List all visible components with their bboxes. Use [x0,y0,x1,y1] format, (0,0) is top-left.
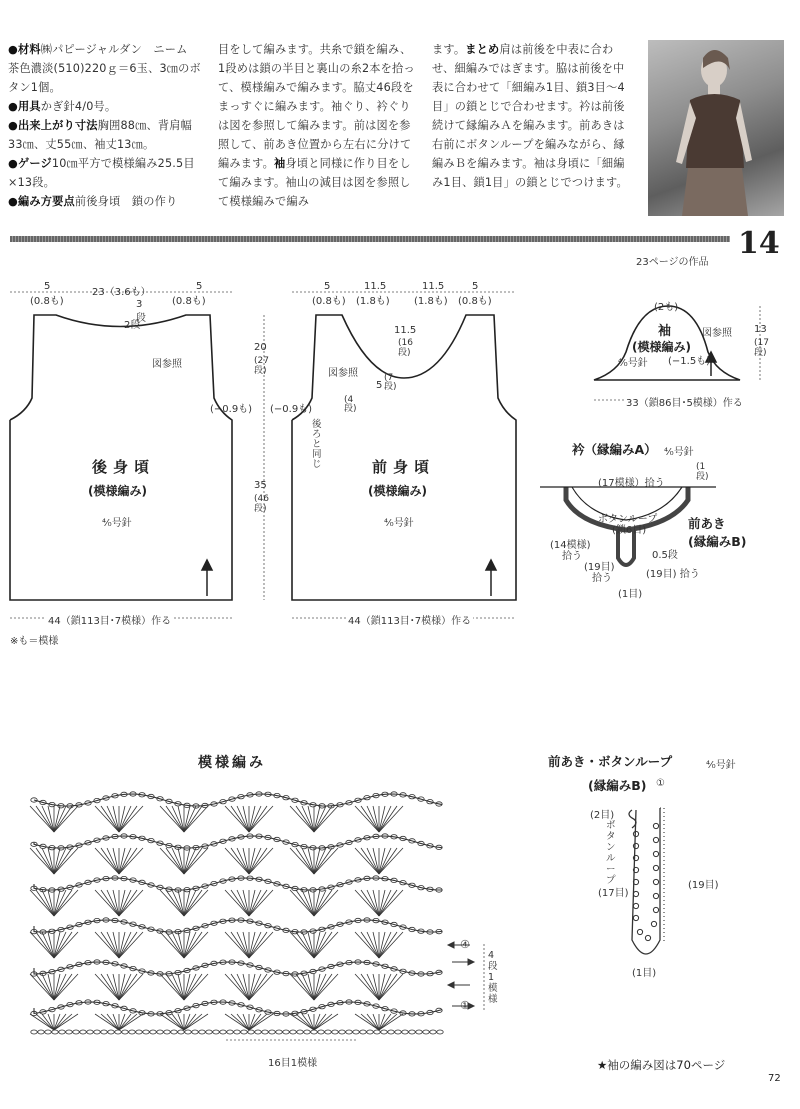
sleeve-height-rows: (17段) [754,338,769,358]
button-loop-left17: (17目) [598,888,629,899]
button-loop-bottom1: (1目) [632,968,657,979]
front-rows4: (4段) [344,395,357,414]
back-hook: ⁴⁄₀号針 [102,518,132,529]
collar-left19b: 拾う [592,573,612,584]
back-side-h: 35 [254,480,267,491]
front-slit-rows: (7段) [384,373,397,392]
sleeve-title: 袖 [658,324,672,339]
front-neck-rows: (16段) [398,338,413,358]
pattern-rows: 4段1模様 [488,950,498,1005]
work-number: 14 [738,226,780,261]
front-dim-left-sub: (0.8も) [312,296,346,307]
front-dim-right-sub: (0.8も) [458,296,492,307]
button-loop-circled1: ① [656,778,665,789]
collar-hook: ⁴⁄₀号針 [664,447,694,458]
collar-row1: (1段) [696,462,709,482]
collar-loop: ボタンループ [598,514,658,525]
text-column-2: 目をして編みます。共糸で鎖を編み、1段めは鎖の半目と裏山の糸2本を拾って、模様編みで編みます。脇丈46段をまっすぐに編みます。袖ぐり、衿ぐりは図を参照して編みます。前は図を参照して、前あき位置から左右に分けて編みます。袖身頃と同様に作り目をして編みます。袖山の減目は図を参照して模様編みで編み [218,43,415,208]
front-dim-right: 5 [472,281,479,292]
front-title: 前身頃 [372,458,436,476]
back-dim-left: 5 [44,281,51,292]
sleeve-see-fig: 図参照 [702,328,732,339]
collar-right19: (19目) 拾う [646,569,700,580]
back-side-rows: (46段) [254,494,269,514]
sleeve-bottom: 33（鎖86目･5模様）作る [624,394,745,409]
back-neck-drop-unit: 段 [136,313,146,324]
button-loop-strip [632,808,660,954]
sleeve-top: (2も) [654,302,679,313]
front-see-fig: 図参照 [328,368,358,379]
front-dim-c2: 11.5 [422,281,445,292]
button-loop-sub: (縁編みB) [588,778,647,793]
front-bottom: 44（鎖113目･7模様）作る [346,612,473,627]
back-stitch: (模様編み) [88,484,147,498]
pattern-repeat: 16目1模様 [268,1058,318,1069]
back-dim-right-sub: (0.8も) [172,296,206,307]
back-dim-right: 5 [196,281,203,292]
collar-front-edge: (縁編みB) [688,534,747,549]
back-dim-top: 23（3.6も） [92,287,151,298]
collar-title: 衿（縁編みA） [572,442,657,457]
front-hook: ⁴⁄₀号針 [384,518,414,529]
front-stitch: (模様編み) [368,484,427,498]
collar-pick14: (14模様) [550,540,591,551]
front-dim-c1: 11.5 [364,281,387,292]
back-armhole-rows: (27段) [254,356,269,376]
front-armhole: (−0.9も) [270,404,313,415]
back-armhole: (−0.9も) [210,404,253,415]
front-dim-left: 5 [324,281,331,292]
collar-left19: (19目) [584,562,615,573]
button-loop-hook: ⁴⁄₀号針 [706,760,736,771]
collar-front-opening: 前あき [688,516,726,531]
button-loop-right19: (19目) [688,880,719,891]
back-neck-rows: 2段 [124,320,141,331]
page-number: 72 [768,1073,781,1084]
button-loop-title: 前あき・ボタンループ [548,754,673,769]
collar-half: 0.5段 [652,550,678,561]
pattern-row-1: ① [460,999,470,1012]
collar-one: (1目) [618,589,643,600]
back-title: 後身頃 [92,458,156,476]
sleeve-stitch: (模様編み) [632,340,691,354]
front-slit: 5 [376,380,383,391]
back-bottom: 44（鎖113目･7模様）作る [46,612,173,627]
front-same-as-back: 後ろと同じ [312,419,322,470]
collar-pick17: (17模様）拾う [598,478,665,489]
front-neck-depth: 11.5 [394,325,417,336]
button-loop-left2: (2目) [590,810,615,821]
text-column-3: ます。まとめ肩は前後を中表に合わせ、細編みではぎます。脇は前後を中表に合わせて「細編み1目、鎖3目～4目」の鎖とじで合わせます。衿は前後続けて縁編みＡを編みます。前あきは右前にボタンループを編みながら、縁編みＢを編みます。袖は身頃に「細編み1目、鎖1目」の鎖とじでつけます。 [432,43,628,189]
pattern-row-4: ④ [460,938,470,951]
sleeve-decrease: (−1.5も) [668,356,711,367]
text-column-1: ●材料㈱パピージャルダン ニーム 茶色濃淡(510)220ｇ＝6玉、3㎝のボタン1個。 ●用具かぎ針4/0号。 ●出来上がり寸法胸囲88㎝、背肩幅33㎝、丈55㎝、袖丈13㎝。 ●ゲージ10㎝平方で模様編み25.5目×13段。 ●編み方要点前後身頃 鎖の作り [8,43,201,208]
back-armhole-h: 20 [254,342,267,353]
back-neck-drop: 3 [136,299,143,310]
collar-pick14b: 拾う [562,551,582,562]
pattern-title: 模様編み [198,755,266,771]
sleeve-note: ★袖の編み図は70ページ [597,1058,726,1072]
sleeve-height: 13 [754,324,767,335]
front-dim-c1-sub: (1.8も) [356,296,390,307]
page-ref: 23ページの作品 [636,257,709,268]
back-dim-left-sub: (0.8も) [30,296,64,307]
sleeve-hook: ⁴⁄₀号針 [618,358,648,369]
stitch-chart [30,792,443,1034]
note: ※も＝模様 [10,636,59,647]
button-loop-vlabel: ボタンループ [606,820,616,886]
back-see-fig: 図参照 [152,359,182,370]
front-dim-c2-sub: (1.8も) [414,296,448,307]
collar-loop-chain: (鎖6目) [612,525,647,536]
